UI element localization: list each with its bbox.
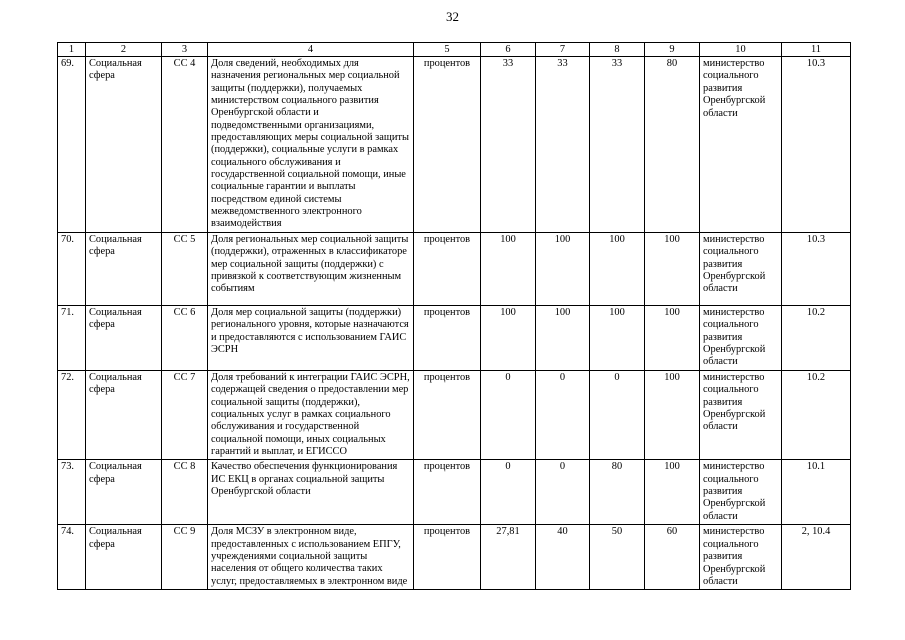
organization-cell: министерство социального развития Оренбургской области [700, 305, 782, 370]
value-cell-7: 33 [536, 57, 590, 233]
organization-cell: министерство социального развития Оренбургской области [700, 460, 782, 525]
reference-cell: 10.1 [782, 460, 851, 525]
row-number: 71. [58, 305, 86, 370]
value-cell-9: 60 [645, 525, 700, 590]
col-header-7: 7 [536, 43, 590, 57]
table-row [58, 525, 851, 590]
value-cell-9: 80 [645, 57, 700, 233]
sphere-cell: Социальная сфера [86, 57, 162, 233]
value-cell-6: 33 [481, 57, 536, 233]
col-header-5: 5 [414, 43, 481, 57]
value-cell-7: 100 [536, 232, 590, 305]
value-cell-7: 0 [536, 460, 590, 525]
row-number: 72. [58, 370, 86, 459]
value-cell-9: 100 [645, 305, 700, 370]
col-header-3: 3 [162, 43, 208, 57]
row-number: 70. [58, 232, 86, 305]
value-cell-8: 50 [590, 525, 645, 590]
table-row [58, 232, 851, 305]
table-row [58, 57, 851, 233]
description-cell: Качество обеспечения функционирования ИС ЕКЦ в органах социальной защиты Оренбургской области [208, 460, 414, 525]
sphere-cell: Социальная сфера [86, 305, 162, 370]
description-cell: Доля региональных мер социальной защиты (поддержки), отраженных в классификаторе мер социальной защиты (поддержки) с привязкой к соответствующим жизненным событиям [208, 232, 414, 305]
unit-cell: процентов [414, 232, 481, 305]
sphere-cell: Социальная сфера [86, 460, 162, 525]
unit-cell: процентов [414, 460, 481, 525]
code-cell: СС 4 [162, 57, 208, 233]
organization-cell: министерство социального развития Оренбургской области [700, 525, 782, 590]
table-row [58, 305, 851, 370]
value-cell-7: 100 [536, 305, 590, 370]
organization-cell: министерство социального развития Оренбургской области [700, 370, 782, 459]
unit-cell: процентов [414, 525, 481, 590]
code-cell: СС 8 [162, 460, 208, 525]
unit-cell: процентов [414, 370, 481, 459]
header-row [58, 43, 851, 57]
unit-cell: процентов [414, 305, 481, 370]
row-number: 73. [58, 460, 86, 525]
value-cell-9: 100 [645, 370, 700, 459]
code-cell: СС 7 [162, 370, 208, 459]
row-number: 74. [58, 525, 86, 590]
unit-cell: процентов [414, 57, 481, 233]
col-header-1: 1 [58, 43, 86, 57]
sphere-cell: Социальная сфера [86, 232, 162, 305]
table-row [58, 460, 851, 525]
value-cell-8: 33 [590, 57, 645, 233]
col-header-6: 6 [481, 43, 536, 57]
reference-cell: 10.2 [782, 305, 851, 370]
col-header-10: 10 [700, 43, 782, 57]
organization-cell: министерство социального развития Оренбургской области [700, 232, 782, 305]
reference-cell: 10.3 [782, 232, 851, 305]
description-cell: Доля МСЗУ в электронном виде, предоставленных с использованием ЕПГУ, учреждениями социальной защиты населения от общего количества таких услуг, предоставляемых в электронном виде [208, 525, 414, 590]
col-header-4: 4 [208, 43, 414, 57]
value-cell-7: 0 [536, 370, 590, 459]
code-cell: СС 5 [162, 232, 208, 305]
value-cell-8: 80 [590, 460, 645, 525]
code-cell: СС 9 [162, 525, 208, 590]
sphere-cell: Социальная сфера [86, 370, 162, 459]
reference-cell: 2, 10.4 [782, 525, 851, 590]
description-cell: Доля требований к интеграции ГАИС ЭСРН, содержащей сведения о предоставлении мер социальной защиты (поддержки), социальных услуг в рамках социального обслуживания и государственной социальной помощи, иных социальных гарантий и выплат, и ЕГИССО [208, 370, 414, 459]
sphere-cell: Социальная сфера [86, 525, 162, 590]
table-row [58, 370, 851, 459]
description-cell: Доля сведений, необходимых для назначения региональных мер социальной защиты (поддержки), получаемых министерством социального развития Оренбургской области и подведомственными организациями, предоставляющих меры социальной защиты (поддержки), социальные услуги в рамках социального обслуживания и государственной социальной помощи, иные социальные гарантии и выплаты посредством единой системы межведомственного электронного взаимодействия [208, 57, 414, 233]
code-cell: СС 6 [162, 305, 208, 370]
value-cell-6: 100 [481, 232, 536, 305]
value-cell-6: 0 [481, 370, 536, 459]
value-cell-6: 27,81 [481, 525, 536, 590]
indicators-table [57, 42, 851, 590]
value-cell-7: 40 [536, 525, 590, 590]
col-header-9: 9 [645, 43, 700, 57]
value-cell-9: 100 [645, 232, 700, 305]
value-cell-6: 100 [481, 305, 536, 370]
value-cell-8: 0 [590, 370, 645, 459]
value-cell-8: 100 [590, 232, 645, 305]
value-cell-8: 100 [590, 305, 645, 370]
organization-cell: министерство социального развития Оренбургской области [700, 57, 782, 233]
col-header-2: 2 [86, 43, 162, 57]
description-cell: Доля мер социальной защиты (поддержки) регионального уровня, которые назначаются и предоставляются с использованием ГАИС ЭСРН [208, 305, 414, 370]
col-header-8: 8 [590, 43, 645, 57]
row-number: 69. [58, 57, 86, 233]
reference-cell: 10.3 [782, 57, 851, 233]
reference-cell: 10.2 [782, 370, 851, 459]
value-cell-6: 0 [481, 460, 536, 525]
page-number: 32 [446, 9, 459, 24]
col-header-11: 11 [782, 43, 851, 57]
value-cell-9: 100 [645, 460, 700, 525]
